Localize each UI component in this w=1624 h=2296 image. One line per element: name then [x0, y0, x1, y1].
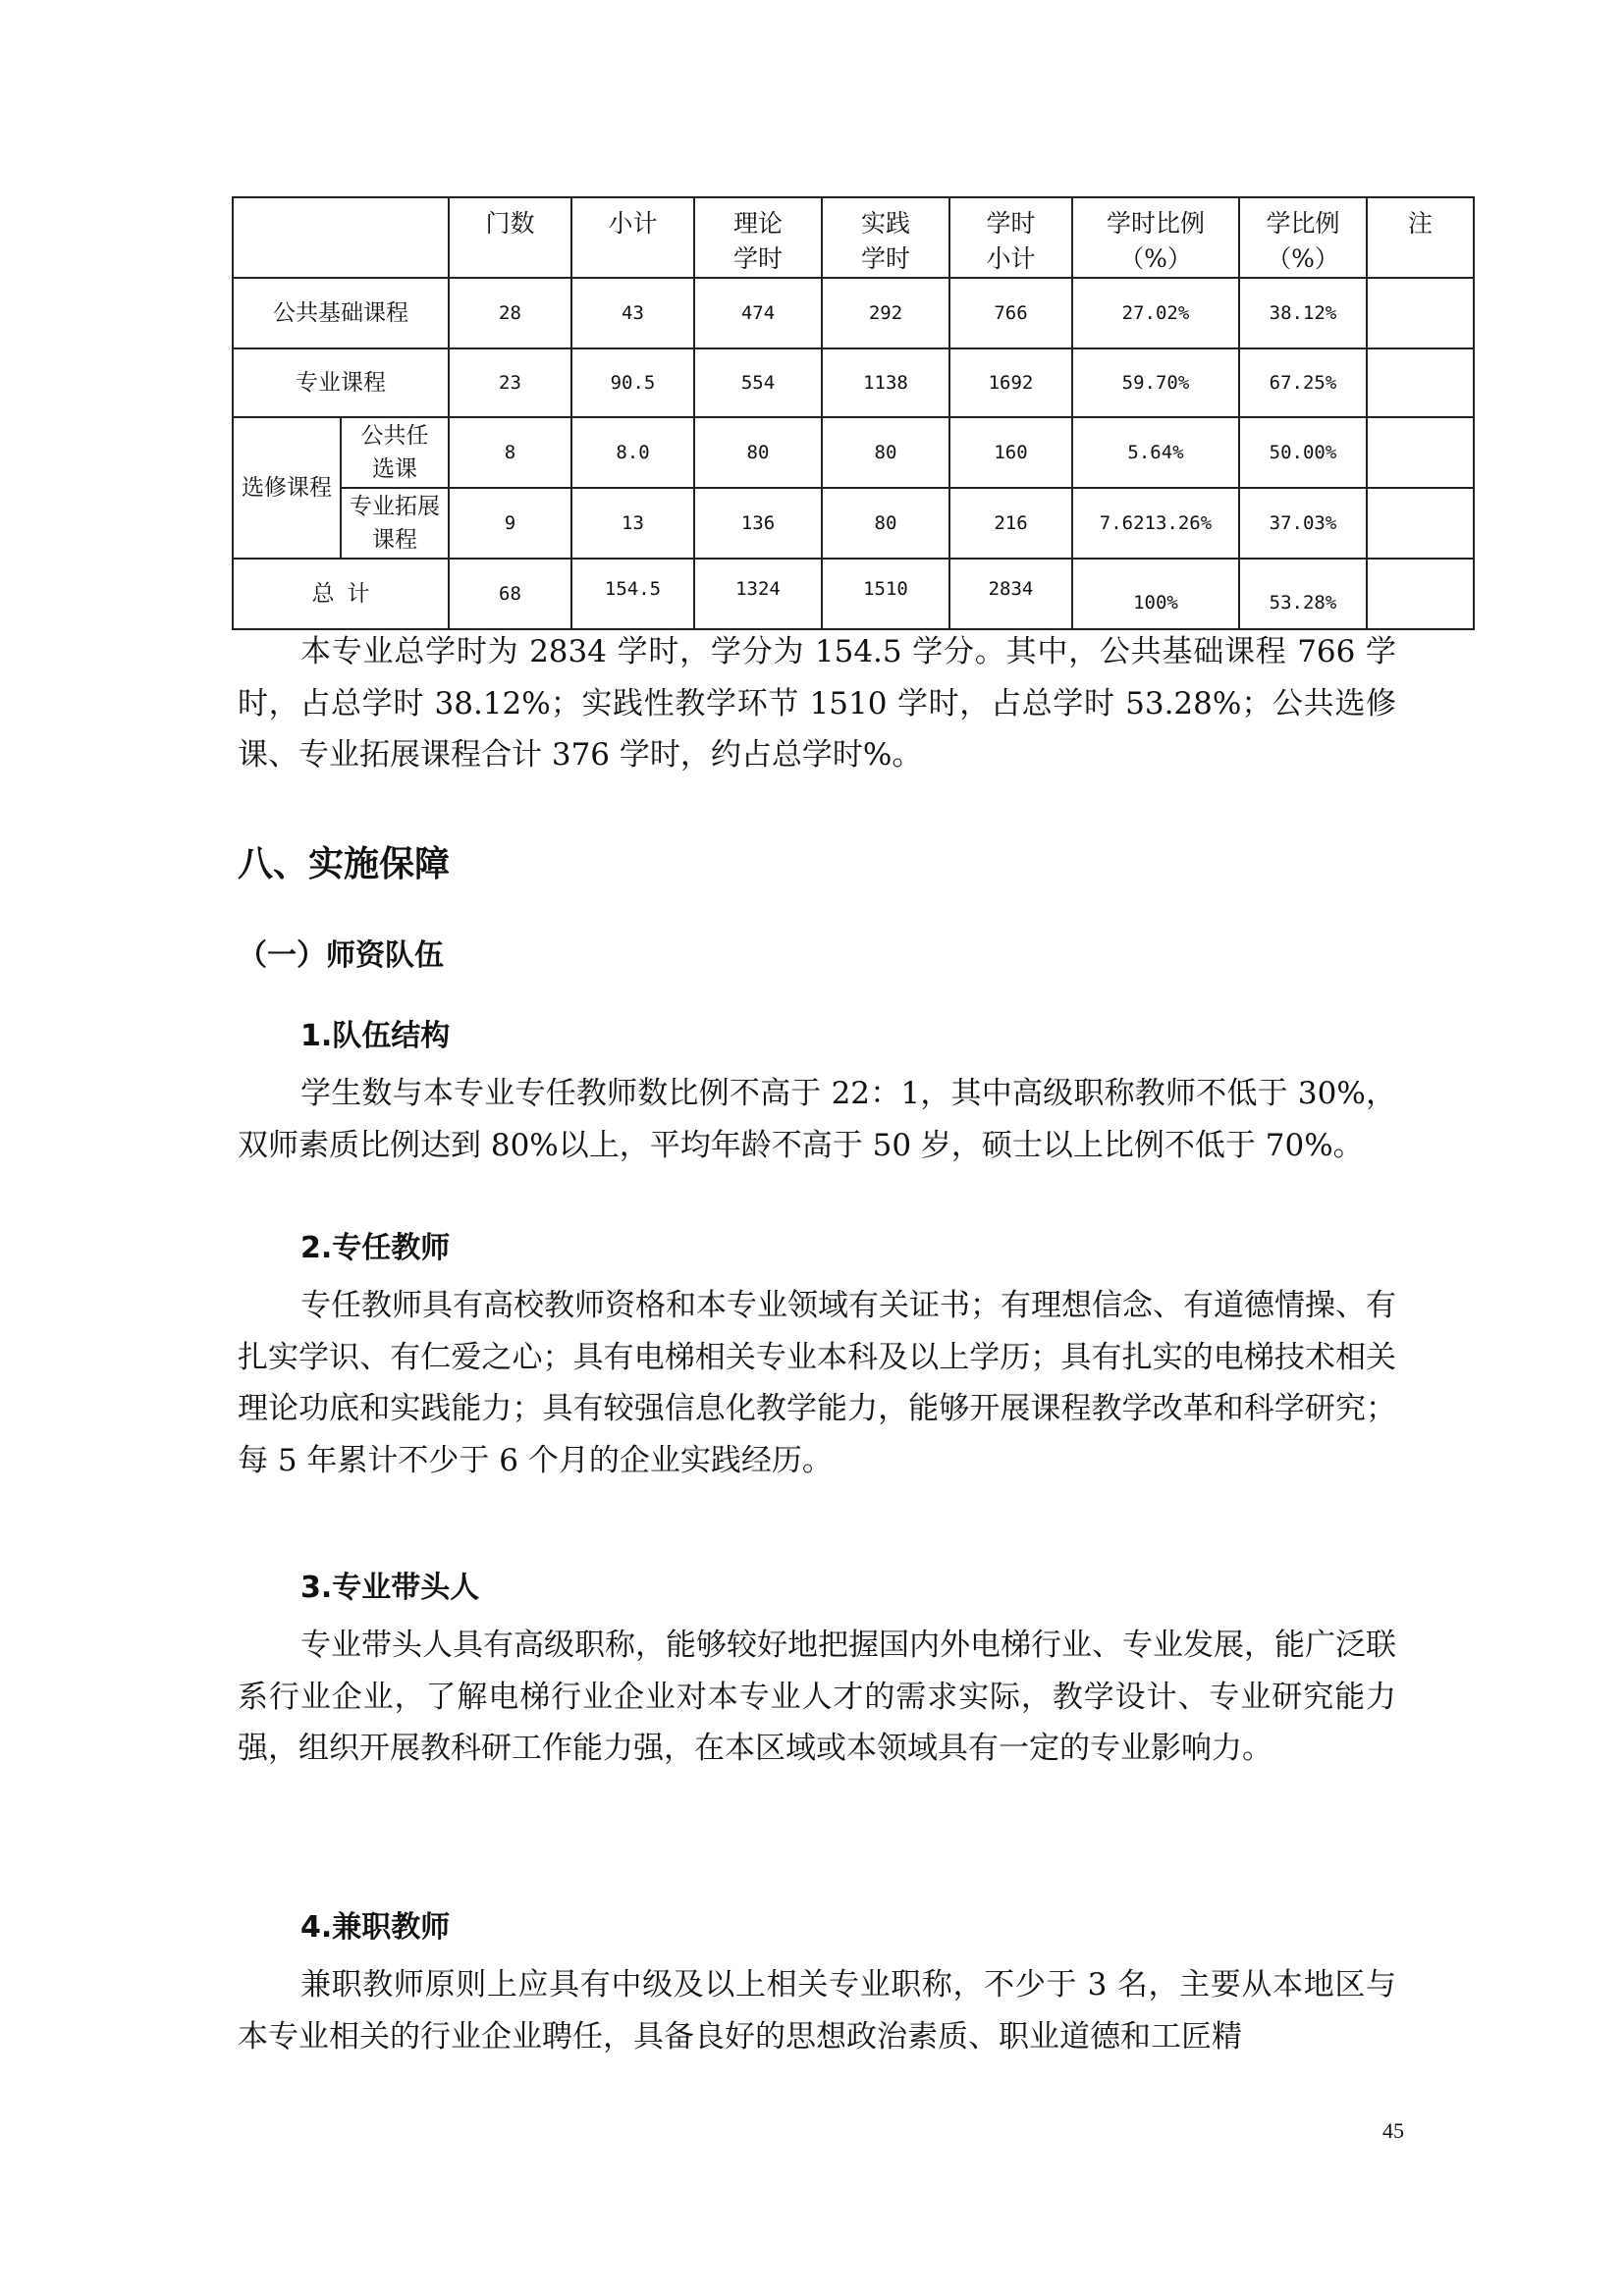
table-cell: 80 — [822, 488, 949, 559]
table-cell: 90.5 — [571, 348, 694, 417]
table-row — [233, 417, 1474, 488]
table-header-row — [233, 197, 1474, 278]
table-cell: 5.64% — [1072, 417, 1239, 488]
header-cell: 实践 学时 — [822, 197, 949, 278]
table-cell: 7.6213.26% — [1072, 488, 1239, 559]
table-cell: 80 — [694, 417, 822, 488]
table-cell — [1367, 348, 1474, 417]
row-label-total: 总 计 — [233, 559, 449, 629]
header-cell: 学时比例 （%） — [1072, 197, 1239, 278]
header-cell: 注 — [1367, 197, 1474, 278]
page-number: 45 — [1382, 2118, 1404, 2143]
table-cell: 59.70% — [1072, 348, 1239, 417]
item-title: 4.兼职教师 — [300, 1910, 451, 1945]
section-title: 八、实施保障 — [238, 844, 451, 884]
row-label: 公共任选课 — [341, 417, 449, 488]
table-cell: 474 — [694, 278, 822, 348]
table-cell: 9 — [449, 488, 571, 559]
item-title: 3.专业带头人 — [300, 1571, 480, 1605]
row-label: 专业拓展课程 — [341, 488, 449, 559]
subsection-title: （一）师资队伍 — [238, 938, 444, 973]
table-cell — [1367, 488, 1474, 559]
table-cell: 1510 — [822, 559, 949, 629]
table-cell: 160 — [949, 417, 1072, 488]
table-row — [233, 278, 1474, 348]
table-cell — [1367, 417, 1474, 488]
item-title: 1.队伍结构 — [300, 1019, 451, 1053]
header-cell: 学比例 （%） — [1239, 197, 1367, 278]
table-cell: 136 — [694, 488, 822, 559]
table-cell: 1692 — [949, 348, 1072, 417]
table-cell: 13 — [571, 488, 694, 559]
table-cell: 2834 — [949, 559, 1072, 629]
item-paragraph: 专任教师具有高校教师资格和本专业领域有关证书；有理想信念、有道德情操、有扎实学识、有仁爱之心；具有电梯相关专业本科及以上学历；具有扎实的电梯技术相关理论功底和实践能力；具有较强信息化教学能力，能够开展课程教学改革和科学研究；每 5 年累计不少于 6 个月的企业实践经历。 — [238, 1288, 1396, 1478]
table-cell: 28 — [449, 278, 571, 348]
table-cell: 1324 — [694, 559, 822, 629]
header-cell: 小计 — [571, 197, 694, 278]
table-cell: 53.28% — [1239, 559, 1367, 629]
table-cell: 43 — [571, 278, 694, 348]
table-cell — [1367, 559, 1474, 629]
course-hours-table — [232, 196, 1475, 630]
table-cell — [1367, 278, 1474, 348]
item-paragraph: 兼职教师原则上应具有中级及以上相关专业职称，不少于 3 名，主要从本地区与本专业相关的行业企业聘任，具备良好的思想政治素质、职业道德和工匠精 — [238, 1967, 1396, 2055]
item-title: 2.专任教师 — [300, 1231, 451, 1265]
header-cell: 门数 — [449, 197, 571, 278]
table-cell: 292 — [822, 278, 949, 348]
table-cell: 1138 — [822, 348, 949, 417]
table-cell: 37.03% — [1239, 488, 1367, 559]
table-cell: 216 — [949, 488, 1072, 559]
header-blank-cell — [233, 197, 449, 278]
table-cell: 766 — [949, 278, 1072, 348]
header-cell: 理论 学时 — [694, 197, 822, 278]
item-paragraph: 学生数与本专业专任教师数比例不高于 22：1，其中高级职称教师不低于 30%，双师素质比例达到 80%以上，平均年龄不高于 50 岁，硕士以上比例不低于 70%。 — [238, 1076, 1396, 1163]
table-cell: 554 — [694, 348, 822, 417]
table-cell: 38.12% — [1239, 278, 1367, 348]
table-cell: 68 — [449, 559, 571, 629]
table-cell: 154.5 — [571, 559, 694, 629]
table-row — [233, 348, 1474, 417]
table-row-total — [233, 559, 1474, 629]
row-group-label: 选修课程 — [233, 417, 341, 559]
table-cell: 50.00% — [1239, 417, 1367, 488]
row-label: 公共基础课程 — [233, 278, 449, 348]
item-paragraph: 专业带头人具有高级职称，能够较好地把握国内外电梯行业、专业发展，能广泛联系行业企业，了解电梯行业企业对本专业人才的需求实际，教学设计、专业研究能力强，组织开展教科研工作能力强，在本区域或本领域具有一定的专业影响力。 — [238, 1628, 1396, 1766]
table-cell: 67.25% — [1239, 348, 1367, 417]
table-cell: 8 — [449, 417, 571, 488]
table-row — [233, 488, 1474, 559]
table-cell: 23 — [449, 348, 571, 417]
header-cell: 学时 小计 — [949, 197, 1072, 278]
table-cell: 8.0 — [571, 417, 694, 488]
summary-paragraph: 本专业总学时为 2834 学时，学分为 154.5 学分。其中，公共基础课程 766 学时，占总学时 38.12%；实践性教学环节 1510 学时，占总学时 53.28%；公共选修课、专业拓展课程合计 376 学时，约占总学时%。 — [238, 634, 1396, 773]
table-cell: 100% — [1072, 559, 1239, 629]
row-label: 专业课程 — [233, 348, 449, 417]
table-cell: 27.02% — [1072, 278, 1239, 348]
table-cell: 80 — [822, 417, 949, 488]
